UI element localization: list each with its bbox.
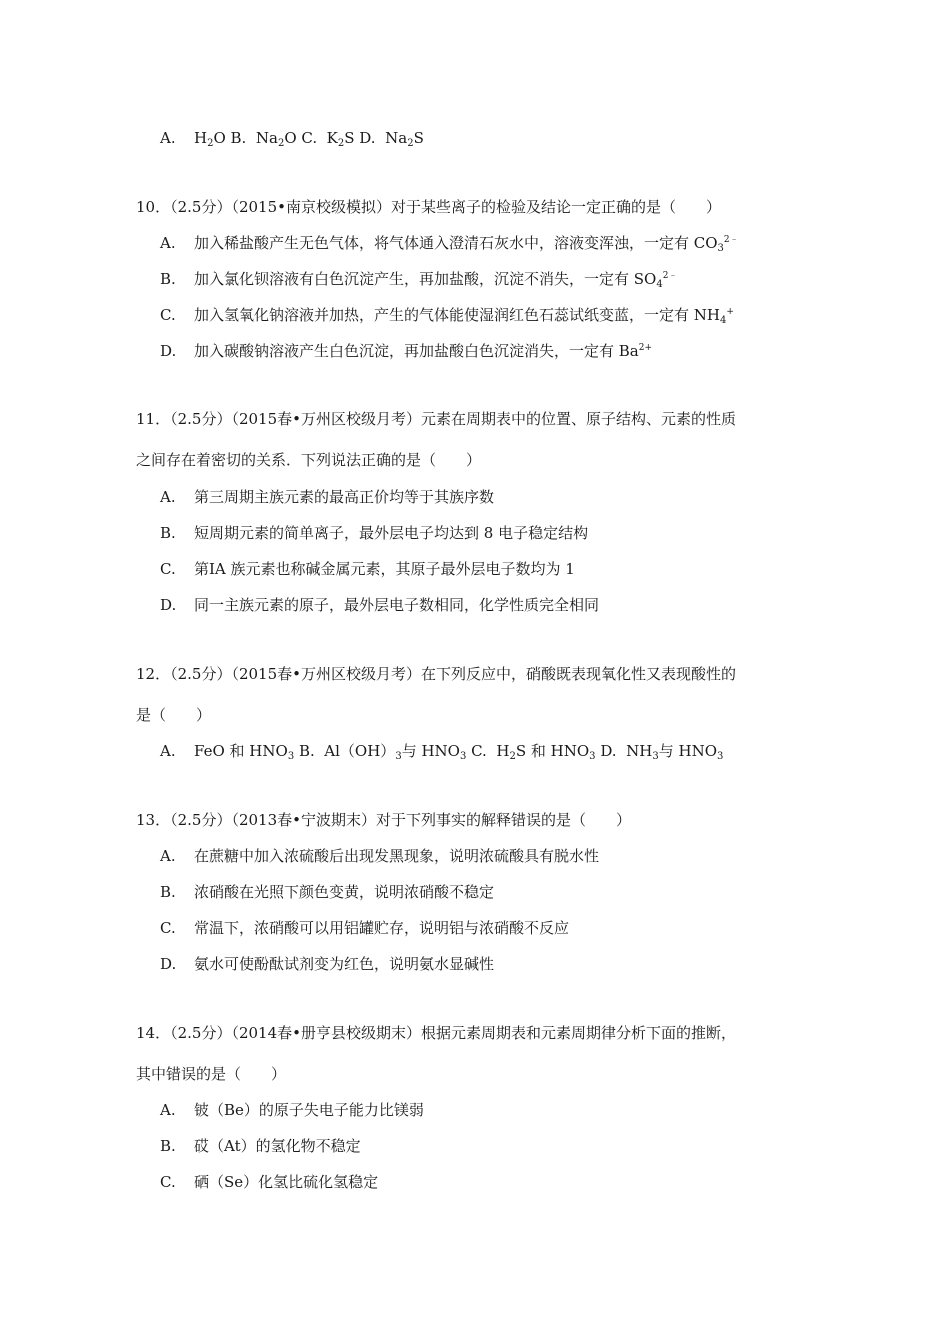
q10-stem: 10．（2.5分）（2015•南京校级模拟）对于某些离子的检验及结论一定正确的是（ ） xyxy=(136,198,721,216)
q13-option-d: D. 氨水可使酚酞试剂变为红色，说明氨水显碱性 xyxy=(160,955,495,973)
q12-stem-line1: 12．（2.5分）（2015春•万州区校级月考）在下列反应中，硝酸既表现氧化性又表现酸性的 xyxy=(136,665,736,683)
q10-option-c: C. 加入氢氧化钠溶液并加热，产生的气体能使湿润红色石蕊试纸变蓝，一定有 $NH_4^+$ xyxy=(160,306,734,326)
option-label: A. xyxy=(160,129,176,147)
q14-option-a: A. 铍（Be）的原子失电子能力比镁弱 xyxy=(160,1101,424,1119)
q11-stem-line2: 之间存在着密切的关系．下列说法正确的是（ ） xyxy=(136,451,482,469)
q13-stem: 13．（2.5分）（2013春•宁波期末）对于下列事实的解释错误的是（ ） xyxy=(136,811,631,829)
q11-option-d: D. 同一主族元素的原子，最外层电子数相同，化学性质完全相同 xyxy=(160,596,600,614)
q11-stem-line1: 11．（2.5分）（2015春•万州区校级月考）元素在周期表中的位置、原子结构、元素的性质 xyxy=(136,410,736,428)
q9-options-line: A. $H_2O$ B. $Na_2O$ C. $K_2S$ D. $Na_2S$ xyxy=(160,129,424,149)
q14-stem-line1: 14．（2.5分）（2014春•册亨县校级期末）根据元素周期表和元素周期律分析下面的推断， xyxy=(136,1024,736,1042)
q10-option-b: B. 加入氯化钡溶液有白色沉淀产生，再加盐酸，沉淀不消失，一定有 $SO_4^{2﹣}$ xyxy=(160,270,678,290)
q11-option-c: C. 第ⅠA 族元素也称碱金属元素，其原子最外层电子数均为 1 xyxy=(160,560,575,578)
q12-options-line: A. FeO 和 $HNO_3$ B. $Al(OH)_3$与 $HNO_3$ C. $H_2S$ 和 $HNO_3$ D. $NH_3$与 $HNO_3$ xyxy=(160,742,724,762)
q14-option-c: C. 硒（Se）化氢比硫化氢稳定 xyxy=(160,1173,379,1191)
q14-option-b: B. 砹（At）的氢化物不稳定 xyxy=(160,1137,361,1155)
q10-option-d: D. 加入碳酸钠溶液产生白色沉淀，再加盐酸白色沉淀消失，一定有 $Ba^{2+}$ xyxy=(160,342,653,360)
q14-stem-line2: 其中错误的是（ ） xyxy=(136,1065,287,1083)
q12-stem-line2: 是（ ） xyxy=(136,706,212,724)
q11-option-b: B. 短周期元素的简单离子，最外层电子均达到 8 电子稳定结构 xyxy=(160,524,589,542)
q13-option-a: A. 在蔗糖中加入浓硫酸后出现发黑现象，说明浓硫酸具有脱水性 xyxy=(160,847,600,865)
q13-option-c: C. 常温下，浓硝酸可以用铝罐贮存，说明铝与浓硝酸不反应 xyxy=(160,919,570,937)
q11-option-a: A. 第三周期主族元素的最高正价均等于其族序数 xyxy=(160,488,495,506)
q10-option-a: A. 加入稀盐酸产生无色气体，将气体通入澄清石灰水中，溶液变浑浊，一定有 $CO_3^{2﹣}$ xyxy=(160,234,739,254)
q13-option-b: B. 浓硝酸在光照下颜色变黄，说明浓硝酸不稳定 xyxy=(160,883,495,901)
